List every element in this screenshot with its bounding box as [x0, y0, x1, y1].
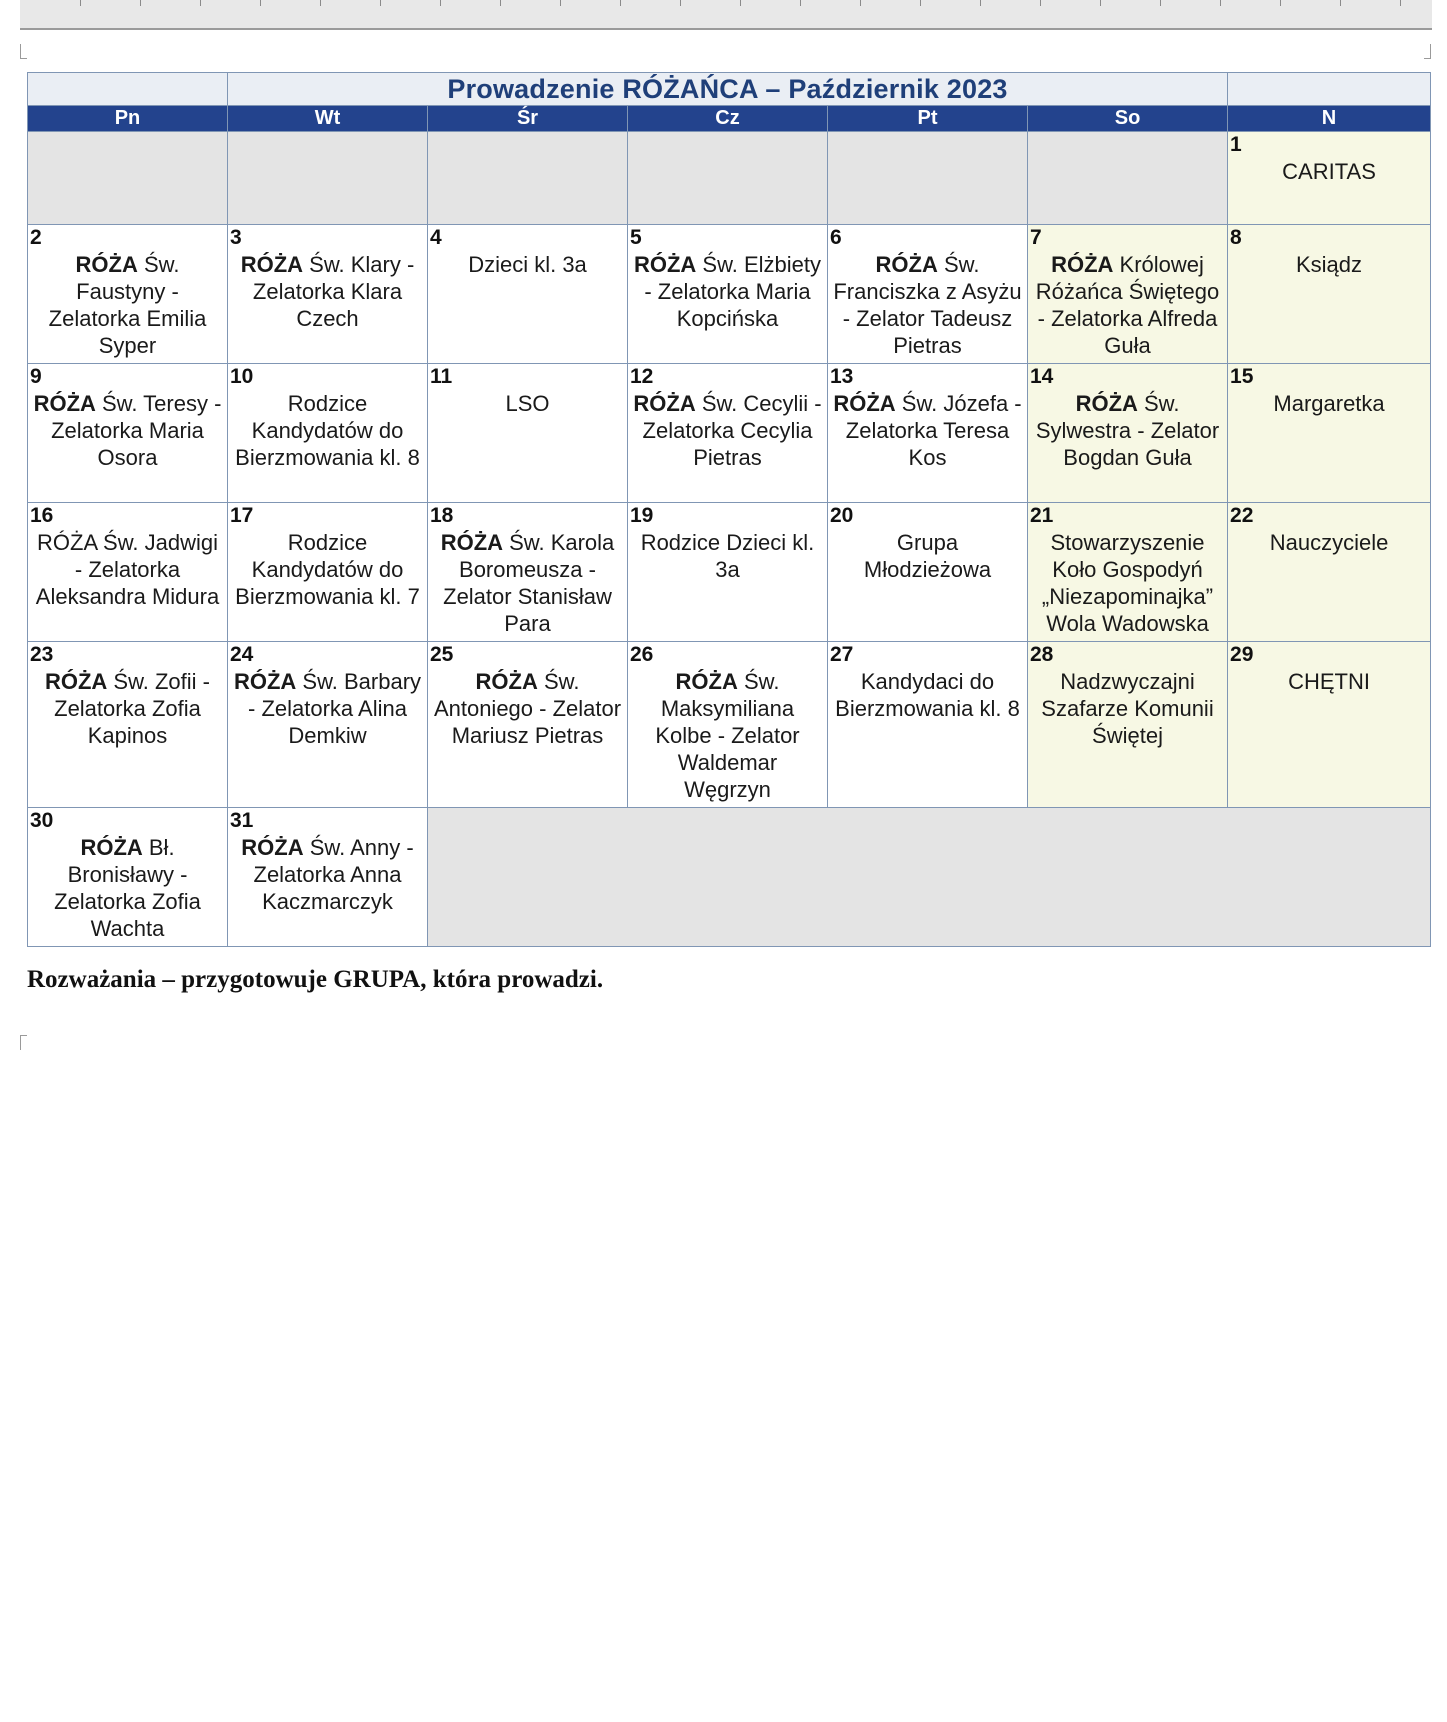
- entry-text: Nadzwyczajni Szafarze Komunii Świętej: [1041, 669, 1214, 748]
- footer-note: Rozważania – przygotowuje GRUPA, która prowadzi.: [27, 966, 604, 993]
- entry-text: Rodzice Dzieci kl. 3a: [640, 530, 815, 582]
- entry-text: LSO: [505, 391, 550, 416]
- weekday-header: Cz: [628, 106, 828, 132]
- day-cell: [228, 642, 428, 808]
- entry-text: Stowarzyszenie Koło Gospodyń „Niezapominajka” Wola Wadowska: [1041, 530, 1214, 636]
- entry-text: CHĘTNI: [1288, 669, 1370, 694]
- day-cell: [1028, 364, 1228, 503]
- day-number: 8: [1230, 226, 1242, 249]
- day-entry: [1228, 132, 1430, 185]
- day-number: 31: [230, 809, 254, 832]
- entry-text: Dzieci kl. 3a: [468, 252, 587, 277]
- day-entry: [1228, 364, 1430, 417]
- day-number: 10: [230, 365, 254, 388]
- entry-text: Grupa Młodzieżowa: [863, 530, 992, 582]
- day-cell: [1228, 364, 1431, 503]
- entry-bold-prefix: RÓŻA: [241, 835, 304, 860]
- day-cell: [228, 364, 428, 503]
- entry-text: Św. Franciszka z Asyżu - Zelator Tadeusz Pietras: [833, 252, 1022, 358]
- day-number: 2: [30, 226, 42, 249]
- entry-text: Św. Maksymiliana Kolbe - Zelator Waldemar Węgrzyn: [655, 669, 800, 802]
- calendar-table: [27, 72, 1431, 947]
- day-cell: [228, 808, 428, 947]
- entry-text: Św. Karola Boromeusza - Zelator Stanisław Para: [443, 530, 615, 636]
- day-cell: [428, 503, 628, 642]
- day-cell: [1228, 225, 1431, 364]
- day-cell: [828, 642, 1028, 808]
- title-blank-left: [28, 73, 228, 106]
- weekday-header: Pn: [28, 106, 228, 132]
- day-number: 27: [830, 643, 854, 666]
- day-cell: [28, 808, 228, 947]
- entry-bold-prefix: RÓŻA: [233, 669, 297, 694]
- day-entry: [1028, 642, 1227, 749]
- day-entry: [228, 642, 427, 749]
- weekday-header: Śr: [428, 106, 628, 132]
- entry-text: Rodzice Kandydatów do Bierzmowania kl. 7: [235, 530, 420, 609]
- day-number: 17: [230, 504, 254, 527]
- entry-bold-prefix: RÓŻA: [875, 252, 938, 277]
- empty-day-cell: [228, 132, 428, 225]
- day-cell: [28, 642, 228, 808]
- day-number: 26: [630, 643, 654, 666]
- entry-bold-prefix: RÓŻA: [80, 835, 143, 860]
- day-number: 1: [1230, 133, 1242, 156]
- day-cell: [428, 364, 628, 503]
- entry-text: Bł. Bronisławy - Zelatorka Zofia Wachta: [54, 835, 201, 941]
- day-entry: [228, 808, 427, 915]
- day-number: 24: [230, 643, 254, 666]
- entry-text: Św. Sylwestra - Zelator Bogdan Guła: [1035, 391, 1220, 470]
- day-number: 6: [830, 226, 842, 249]
- entry-text: Św. Barbary - Zelatorka Alina Demkiw: [248, 669, 422, 748]
- day-cell: [828, 503, 1028, 642]
- day-cell: [628, 364, 828, 503]
- day-number: 12: [630, 365, 654, 388]
- day-cell: [428, 642, 628, 808]
- day-entry: [1028, 364, 1227, 471]
- entry-text: Królowej Różańca Świętego - Zelatorka Alfreda Guła: [1035, 252, 1220, 358]
- entry-bold-prefix: RÓŻA: [833, 391, 896, 416]
- day-entry: [228, 503, 427, 610]
- empty-day-cell: [428, 808, 1431, 947]
- day-entry: [1028, 503, 1227, 637]
- entry-text: Kandydaci do Bierzmowania kl. 8: [835, 669, 1020, 721]
- day-cell: [28, 503, 228, 642]
- day-entry: [1228, 503, 1430, 556]
- day-cell: [1228, 642, 1431, 808]
- day-cell: [828, 225, 1028, 364]
- day-entry: [28, 642, 227, 749]
- entry-bold-prefix: RÓŻA: [240, 252, 304, 277]
- entry-text: RÓŻA Św. Jadwigi - Zelatorka Aleksandra Midura: [35, 530, 220, 609]
- day-entry: [828, 503, 1027, 583]
- empty-day-cell: [428, 132, 628, 225]
- day-cell: [1028, 225, 1228, 364]
- title-blank-right: [1228, 73, 1431, 106]
- entry-bold-prefix: RÓŻA: [75, 252, 138, 277]
- day-entry: [828, 364, 1027, 471]
- day-entry: [228, 364, 427, 471]
- day-number: 28: [1030, 643, 1054, 666]
- day-number: 4: [430, 226, 442, 249]
- day-cell: [628, 642, 828, 808]
- day-cell: [628, 503, 828, 642]
- day-number: 7: [1030, 226, 1042, 249]
- entry-text: Margaretka: [1273, 391, 1385, 416]
- entry-text: Ksiądz: [1296, 252, 1363, 277]
- empty-day-cell: [828, 132, 1028, 225]
- day-cell: [228, 503, 428, 642]
- day-number: 25: [430, 643, 454, 666]
- day-cell: [28, 225, 228, 364]
- day-entry: [828, 642, 1027, 722]
- entry-text: Św. Zofii - Zelatorka Zofia Kapinos: [54, 669, 210, 748]
- day-entry: [28, 503, 227, 610]
- day-cell: [228, 225, 428, 364]
- day-number: 16: [30, 504, 54, 527]
- day-entry: [1228, 225, 1430, 278]
- day-entry: [628, 503, 827, 583]
- day-cell: [628, 225, 828, 364]
- day-entry: [1028, 225, 1227, 359]
- day-number: 5: [630, 226, 642, 249]
- empty-day-cell: [28, 132, 228, 225]
- entry-bold-prefix: RÓŻA: [633, 391, 696, 416]
- entry-text: Rodzice Kandydatów do Bierzmowania kl. 8: [235, 391, 420, 470]
- day-number: 20: [830, 504, 854, 527]
- day-number: 11: [430, 365, 453, 388]
- entry-text: Św. Antoniego - Zelator Mariusz Pietras: [433, 669, 622, 748]
- day-entry: [28, 808, 227, 942]
- calendar-title: Prowadzenie RÓŻAŃCA – Październik 2023: [228, 73, 1228, 106]
- day-number: 13: [830, 365, 854, 388]
- day-cell: [1228, 132, 1431, 225]
- entry-bold-prefix: RÓŻA: [44, 669, 108, 694]
- day-number: 15: [1230, 365, 1254, 388]
- day-number: 18: [430, 504, 454, 527]
- day-cell: [1028, 503, 1228, 642]
- empty-day-cell: [628, 132, 828, 225]
- crop-mark: [20, 1035, 27, 1050]
- day-number: 14: [1030, 365, 1054, 388]
- entry-bold-prefix: RÓŻA: [1051, 252, 1114, 277]
- crop-mark: [1424, 44, 1431, 59]
- day-number: 22: [1230, 504, 1254, 527]
- weekday-header: Wt: [228, 106, 428, 132]
- day-entry: [628, 225, 827, 332]
- day-entry: [428, 642, 627, 749]
- entry-text: Św. Cecylii - Zelatorka Cecylia Pietras: [642, 391, 822, 470]
- entry-bold-prefix: RÓŻA: [633, 252, 697, 277]
- entry-text: Św. Józefa - Zelatorka Teresa Kos: [845, 391, 1022, 470]
- day-entry: [28, 364, 227, 471]
- day-number: 30: [30, 809, 54, 832]
- weekday-header: So: [1028, 106, 1228, 132]
- day-number: 29: [1230, 643, 1254, 666]
- day-entry: [228, 225, 427, 332]
- entry-text: CARITAS: [1282, 159, 1376, 184]
- day-entry: [428, 503, 627, 637]
- day-number: 19: [630, 504, 654, 527]
- entry-text: Św. Teresy - Zelatorka Maria Osora: [51, 391, 222, 470]
- day-entry: [628, 364, 827, 471]
- weekday-header: Pt: [828, 106, 1028, 132]
- crop-mark: [20, 44, 27, 59]
- day-entry: [828, 225, 1027, 359]
- entry-text: Św. Klary - Zelatorka Klara Czech: [252, 252, 415, 331]
- day-cell: [28, 364, 228, 503]
- day-cell: [428, 225, 628, 364]
- day-entry: [628, 642, 827, 803]
- entry-bold-prefix: RÓŻA: [33, 391, 96, 416]
- day-entry: [428, 364, 627, 417]
- entry-bold-prefix: RÓŻA: [440, 530, 504, 555]
- day-entry: [1228, 642, 1430, 695]
- day-number: 21: [1030, 504, 1054, 527]
- day-entry: [28, 225, 227, 359]
- weekday-header: N: [1228, 106, 1431, 132]
- entry-text: Św. Elżbiety - Zelatorka Maria Kopcińska: [644, 252, 822, 331]
- day-number: 3: [230, 226, 242, 249]
- day-cell: [1028, 642, 1228, 808]
- entry-text: Św. Faustyny - Zelatorka Emilia Syper: [48, 252, 207, 358]
- entry-text: Św. Anny - Zelatorka Anna Kaczmarczyk: [253, 835, 414, 914]
- day-cell: [828, 364, 1028, 503]
- day-number: 23: [30, 643, 54, 666]
- day-number: 9: [30, 365, 42, 388]
- empty-day-cell: [1028, 132, 1228, 225]
- day-entry: [428, 225, 627, 278]
- entry-text: Nauczyciele: [1269, 530, 1389, 555]
- day-cell: [1228, 503, 1431, 642]
- entry-bold-prefix: RÓŻA: [675, 669, 738, 694]
- entry-bold-prefix: RÓŻA: [475, 669, 538, 694]
- entry-bold-prefix: RÓŻA: [1075, 391, 1138, 416]
- toolbar-strip: [20, 0, 1432, 30]
